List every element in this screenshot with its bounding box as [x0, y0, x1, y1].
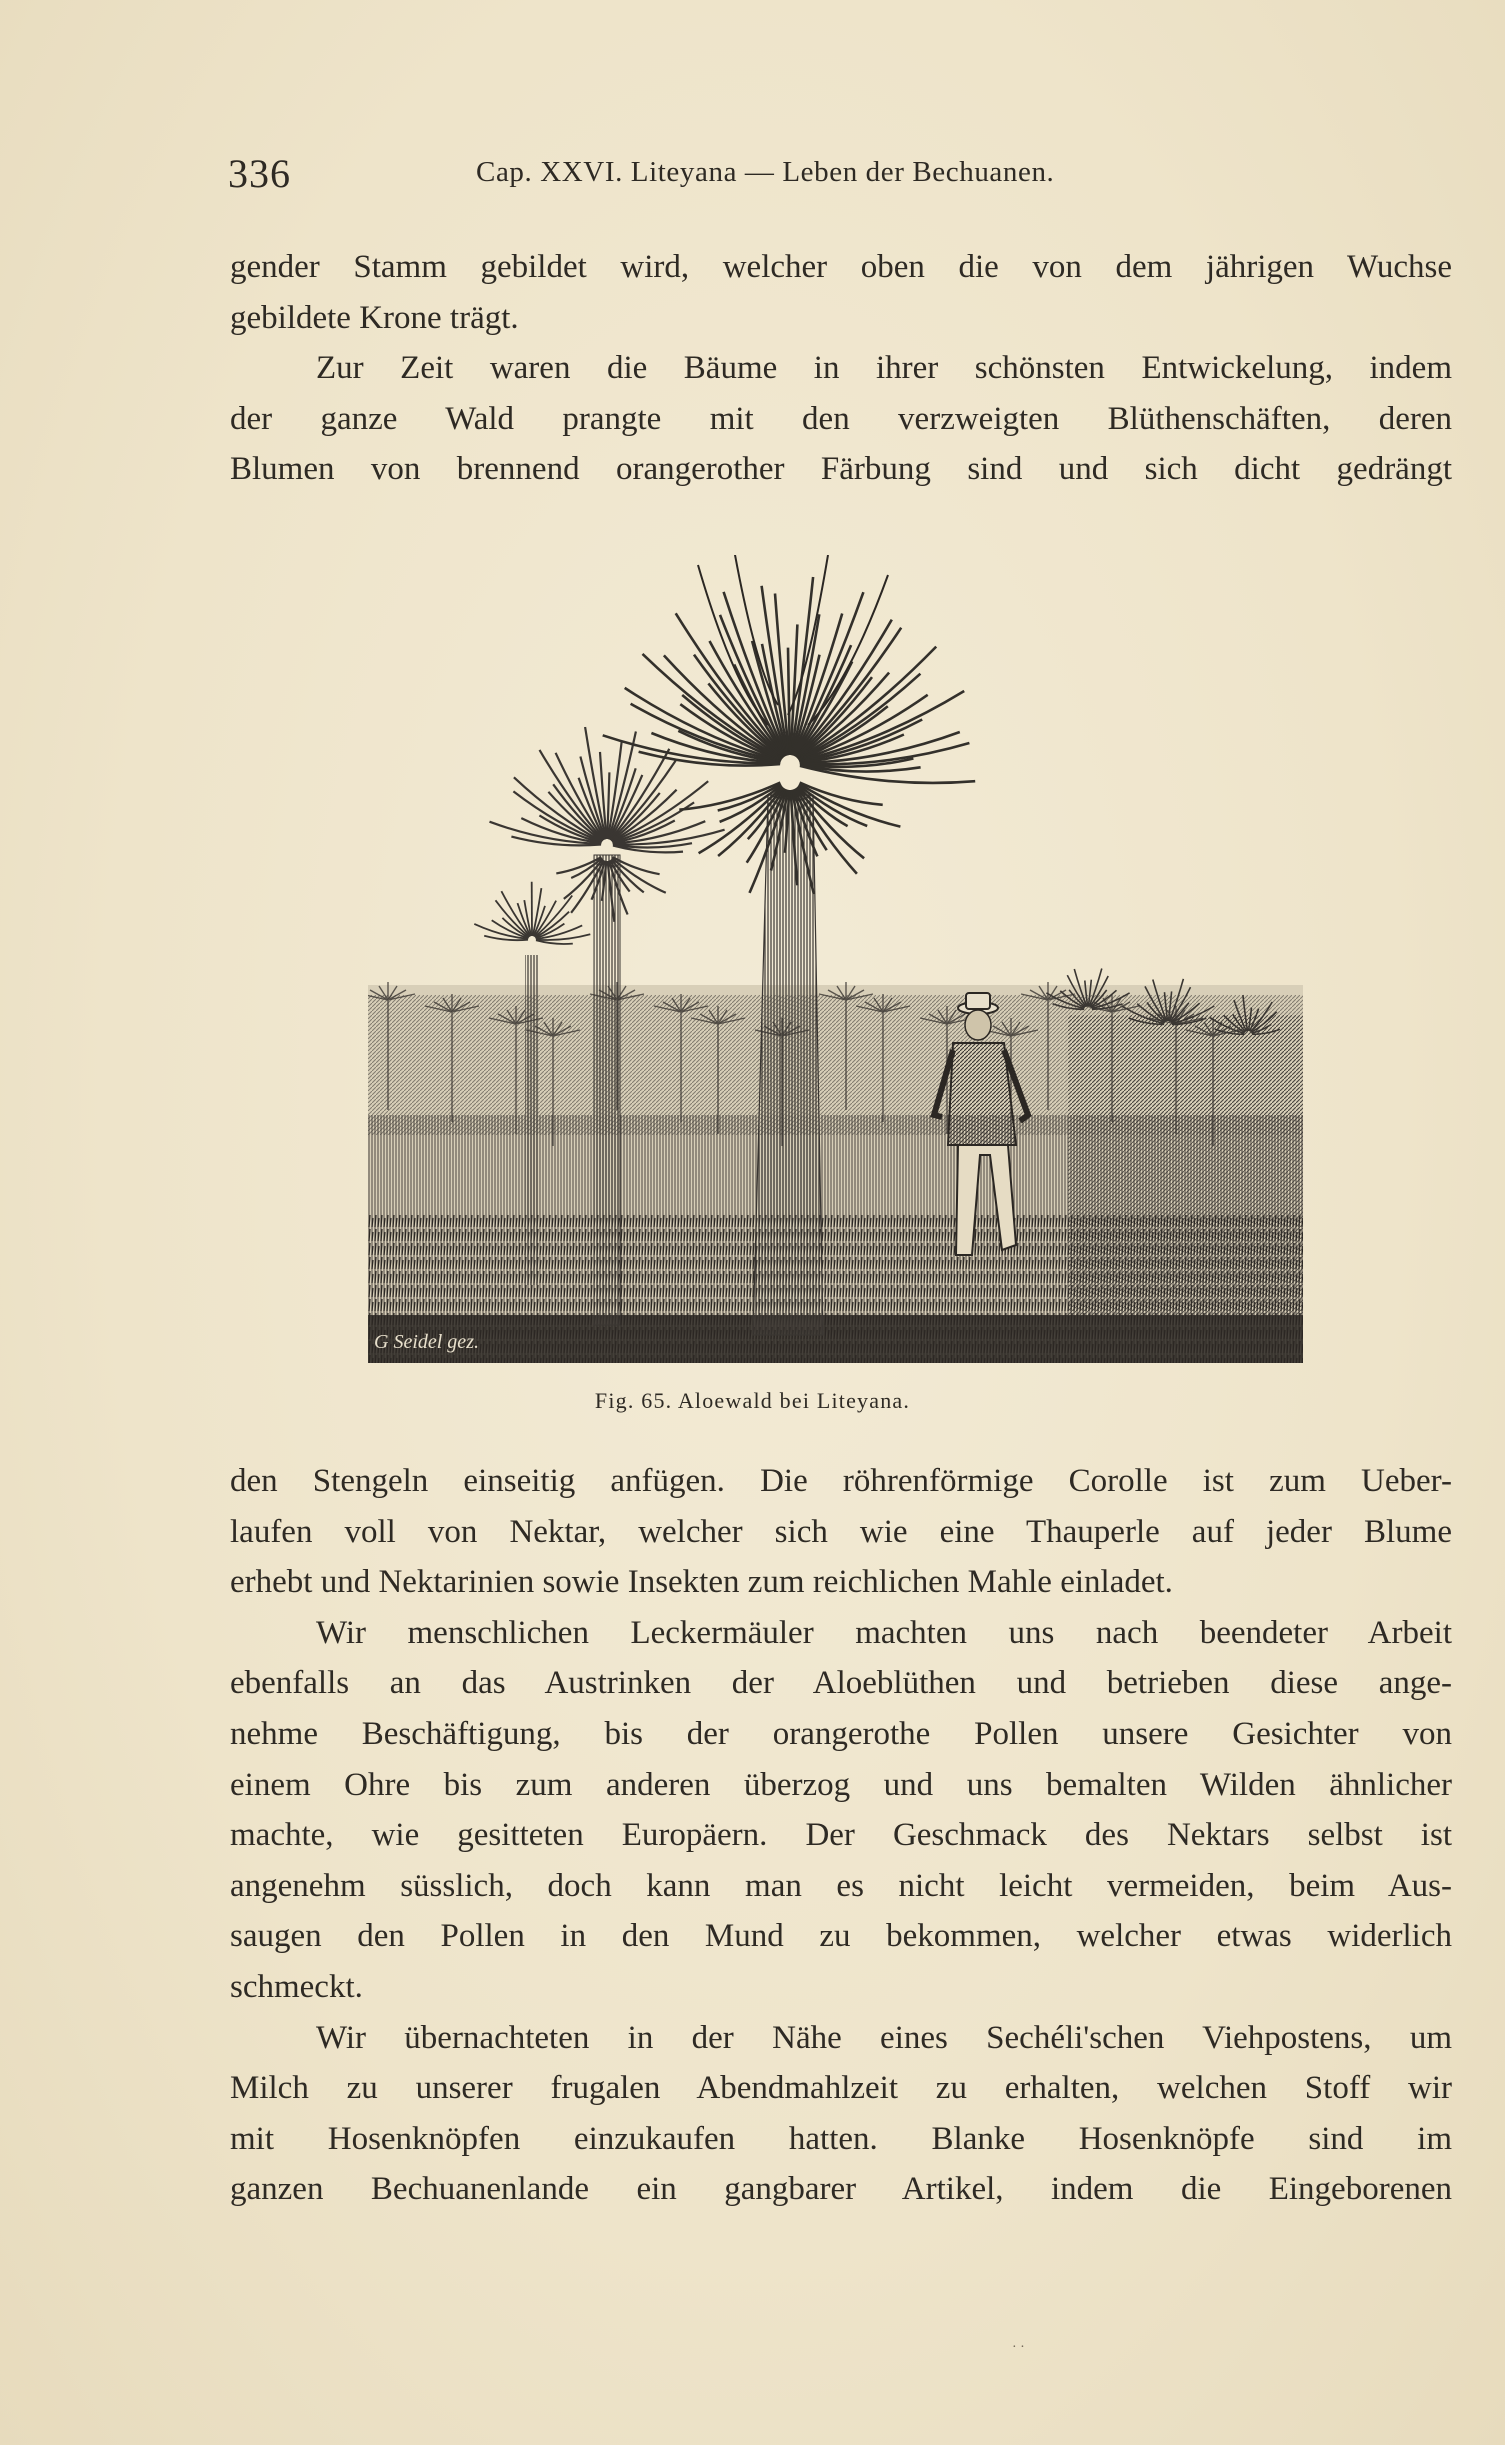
- text-line: der ganze Wald prangte mit den verzweigten Blüthenschäften, deren: [230, 400, 1452, 437]
- text-line: Wir übernachteten in der Nähe eines Sechéli'schen Viehpostens, um: [316, 2019, 1452, 2056]
- aloe-forest-illustration: [368, 555, 1303, 1363]
- text-line: machte, wie gesitteten Europäern. Der Geschmack des Nektars selbst ist: [230, 1817, 1452, 1854]
- text-line: Blumen von brennend orangerother Färbung sind und sich dicht gedrängt: [230, 451, 1452, 488]
- text-line: Wir menschlichen Leckermäuler machten uns nach beendeter Arbeit: [316, 1614, 1452, 1651]
- text-line: den Stengeln einseitig anfügen. Die röhrenförmige Corolle ist zum Ueber-: [230, 1463, 1452, 1499]
- text-line: saugen den Pollen in den Mund zu bekommen, welcher etwas widerlich: [230, 1918, 1452, 1955]
- text-line: ebenfalls an das Austrinken der Aloeblüthen und betrieben diese ange-: [230, 1665, 1452, 1702]
- text-line: laufen voll von Nektar, welcher sich wie eine Thauperle auf jeder Blume: [230, 1513, 1452, 1550]
- text-line: Milch zu unserer frugalen Abendmahlzeit zu erhalten, welchen Stoff wir: [230, 2070, 1452, 2107]
- text-line: ganzen Bechuanenlande ein gangbarer Artikel, indem die Eingeborenen: [230, 2171, 1452, 2208]
- paper-specks: · ·: [1012, 2340, 1025, 2355]
- text-line: schmeckt.: [230, 1968, 363, 2005]
- running-head: Cap. XXVI. Liteyana — Leben der Bechuanen.: [476, 156, 1055, 188]
- text-line: Zur Zeit waren die Bäume in ihrer schönsten Entwickelung, indem: [316, 350, 1452, 387]
- text-line: angenehm süsslich, doch kann man es nicht leicht vermeiden, beim Aus-: [230, 1867, 1452, 1904]
- text-after-figure: [230, 1456, 1452, 2215]
- text-line: erhebt und Nektarinien sowie Insekten zum reichlichen Mahle einladet.: [230, 1564, 1173, 1601]
- page-header: [228, 150, 1228, 200]
- text-line: gender Stamm gebildet wird, welcher oben die von dem jährigen Wuchse: [230, 249, 1452, 285]
- text-line: mit Hosenknöpfen einzukaufen hatten. Blanke Hosenknöpfe sind im: [230, 2120, 1452, 2157]
- figure-caption: Fig. 65. Aloewald bei Liteyana.: [594, 1388, 911, 1413]
- text-before-figure: [230, 242, 1452, 495]
- text-line: gebildete Krone trägt.: [230, 299, 519, 336]
- page-number: 336: [228, 151, 291, 196]
- artist-signature: G Seidel gez.: [374, 1331, 479, 1353]
- text-line: nehme Beschäftigung, bis der orangerothe Pollen unsere Gesichter von: [230, 1715, 1452, 1752]
- engraving-figure: [368, 555, 1303, 1363]
- text-line: einem Ohre bis zum anderen überzog und uns bemalten Wilden ähnlicher: [230, 1766, 1452, 1803]
